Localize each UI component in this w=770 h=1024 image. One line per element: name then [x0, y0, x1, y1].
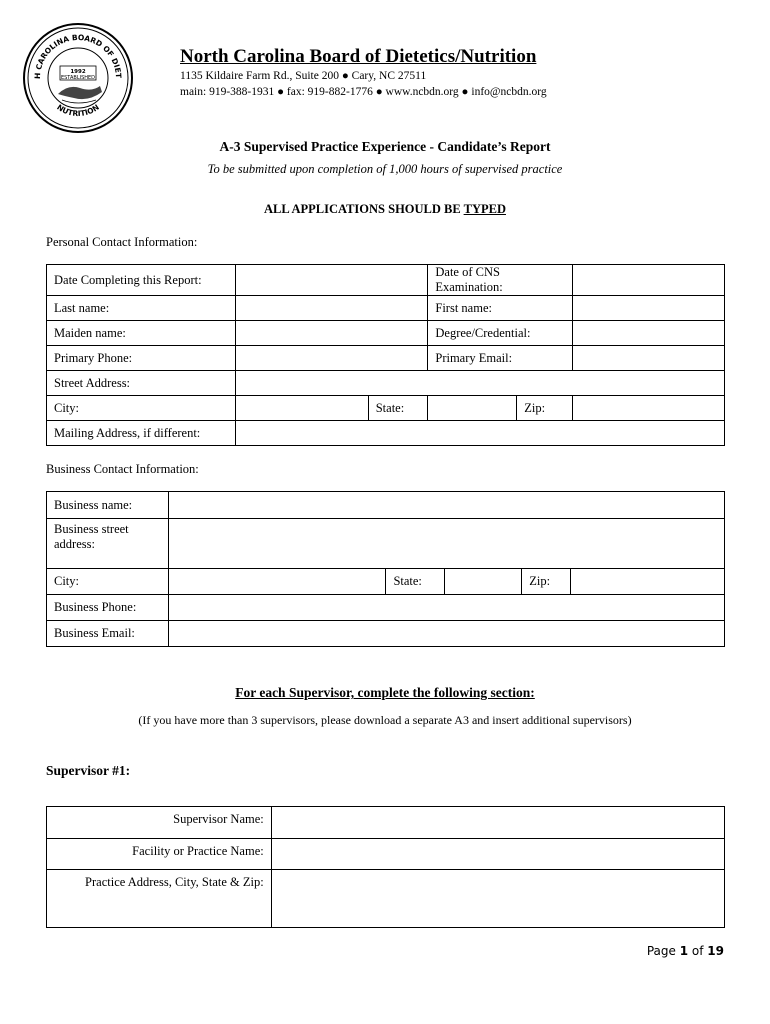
org-name: North Carolina Board of Dietetics/Nutrition: [180, 46, 537, 67]
form-subtitle: To be submitted upon completion of 1,000 hours of supervised practice: [207, 162, 563, 176]
label-state: State:: [375, 400, 405, 415]
svg-text:ESTABLISHED: ESTABLISHED: [60, 75, 96, 81]
page-total: 19: [707, 944, 724, 958]
label-business-email: Business Email:: [47, 621, 169, 647]
supervisor-1-table: [46, 806, 725, 928]
personal-heading: Personal Contact Information:: [46, 235, 198, 249]
input-primary-email[interactable]: [573, 346, 725, 371]
board-seal-logo: [22, 22, 134, 134]
input-street-address[interactable]: [235, 371, 724, 396]
input-first-name[interactable]: [573, 296, 725, 321]
typed-notice-prefix: ALL APPLICATIONS SHOULD BE: [264, 202, 464, 216]
typed-notice-emphasis: TYPED: [463, 202, 506, 216]
page-current: 1: [679, 944, 689, 958]
of-word: of: [691, 944, 704, 958]
input-date-completing[interactable]: [235, 265, 428, 296]
supervisors-note: (If you have more than 3 supervisors, please download a separate A3 and insert additional supervisors): [138, 713, 632, 727]
input-primary-phone[interactable]: [235, 346, 428, 371]
typed-notice: [0, 202, 770, 217]
label-primary-phone: Primary Phone:: [47, 346, 236, 371]
input-business-phone[interactable]: [168, 595, 724, 621]
input-supervisor-name[interactable]: [271, 807, 724, 839]
input-state[interactable]: [428, 396, 517, 421]
page-word: Page: [646, 944, 676, 958]
label-facility-name: Facility or Practice Name:: [47, 839, 272, 870]
label-business-zip: Zip:: [522, 569, 571, 595]
label-zip: Zip:: [517, 396, 573, 421]
org-address: 1135 Kildaire Farm Rd., Suite 200 ● Cary, NC 27511: [180, 70, 427, 82]
label-degree: Degree/Credential:: [428, 321, 573, 346]
svg-text:1992: 1992: [70, 69, 86, 75]
label-date-completing: Date Completing this Report:: [47, 265, 236, 296]
input-business-zip[interactable]: [571, 569, 725, 595]
input-business-city[interactable]: [168, 569, 386, 595]
label-business-city: City:: [47, 569, 169, 595]
input-practice-address[interactable]: [271, 870, 724, 928]
label-practice-address: Practice Address, City, State & Zip:: [47, 870, 272, 928]
label-city: City:: [47, 396, 236, 421]
svg-text:NORTH CAROLINA BOARD OF DIETET: H CAROLINA BOARD OF DIET: [32, 32, 124, 80]
label-business-state: State:: [386, 569, 445, 595]
input-business-state[interactable]: [445, 569, 522, 595]
input-degree[interactable]: [573, 321, 725, 346]
label-supervisor-name: Supervisor Name:: [47, 807, 272, 839]
input-last-name[interactable]: [235, 296, 428, 321]
supervisors-heading: For each Supervisor, complete the following section:: [235, 685, 535, 700]
business-contact-table: [46, 491, 725, 647]
input-zip[interactable]: [573, 396, 725, 421]
label-business-street: Business street address:: [47, 519, 169, 569]
input-business-name[interactable]: [168, 492, 724, 519]
label-last-name: Last name:: [47, 296, 236, 321]
business-heading: Business Contact Information:: [46, 462, 199, 476]
input-mailing-address[interactable]: [235, 421, 724, 446]
input-date-cns[interactable]: [573, 265, 725, 296]
label-primary-email: Primary Email:: [428, 346, 573, 371]
label-street-address: Street Address:: [47, 371, 236, 396]
label-business-phone: Business Phone:: [47, 595, 169, 621]
svg-text:NUTRITION: NUTRITION: [55, 102, 101, 119]
label-mailing-address: Mailing Address, if different:: [47, 421, 236, 446]
label-first-name: First name:: [428, 296, 573, 321]
input-facility-name[interactable]: [271, 839, 724, 870]
input-business-street[interactable]: [168, 519, 724, 569]
input-business-email[interactable]: [168, 621, 724, 647]
label-maiden-name: Maiden name:: [47, 321, 236, 346]
personal-contact-table: [46, 264, 725, 446]
supervisor-1-heading: Supervisor #1:: [46, 763, 131, 778]
label-date-cns: Date of CNS Examination:: [428, 265, 573, 296]
city-state-split: [235, 396, 428, 421]
form-title: A-3 Supervised Practice Experience - Candidate’s Report: [219, 139, 551, 154]
label-business-name: Business name:: [47, 492, 169, 519]
page-number: [647, 944, 724, 958]
input-maiden-name[interactable]: [235, 321, 428, 346]
input-city[interactable]: [236, 396, 369, 420]
org-contact: main: 919-388-1931 ● fax: 919-882-1776 ● www.ncbdn.org ● info@ncbdn.org: [180, 86, 547, 98]
